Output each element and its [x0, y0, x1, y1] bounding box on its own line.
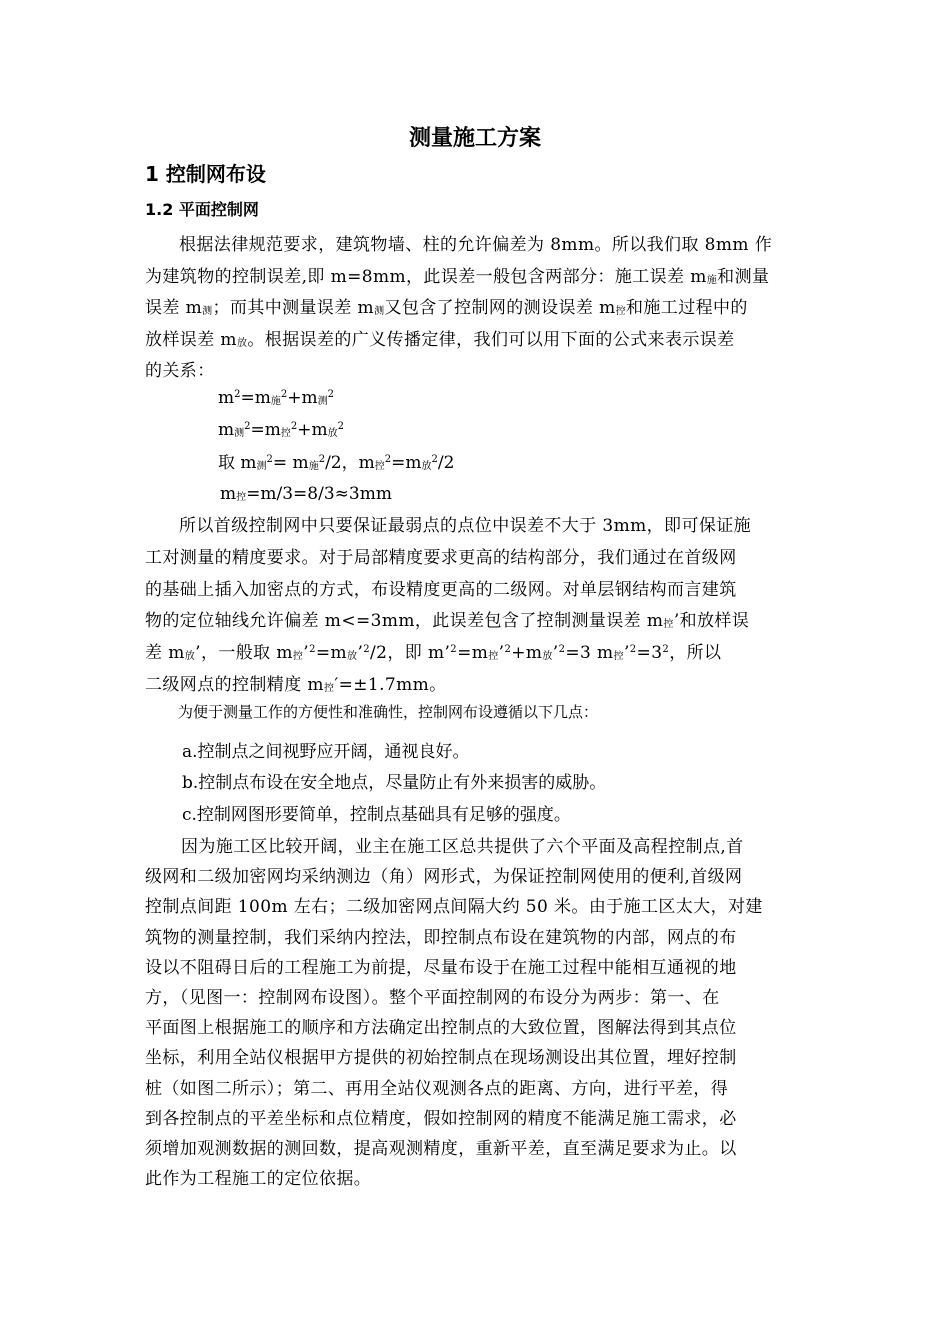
paragraph-network-layout	[145, 832, 807, 1194]
text-line: 方，（见图一：控制网布设图）。整个平面控制网的布设分为两步：第一、在	[145, 988, 720, 1009]
formula-1: $m^2=m$施$^2$+m测$^2$	[218, 388, 334, 408]
principles-intro: 为便于测量工作的方便性和准确性，控制网布设遵循以下几点：	[178, 703, 599, 721]
principle-item-b: b.控制点布设在安全地点，尽量防止有外来损害的威胁。	[182, 773, 607, 793]
text-line: 此作为工程施工的定位依据。	[145, 1169, 372, 1190]
formula-4: m控=m/3=8/3≈3mm	[220, 484, 392, 504]
section-heading-1-2: 1.2 平面控制网	[145, 200, 259, 219]
formula-3: 取 m测$^2$= m施$^2$/2，m控$^2$=m放$^2$/2	[218, 453, 455, 473]
text-line: 须增加观测数据的测回数，提高观测精度，重新平差，直至满足要求为止。以	[145, 1139, 737, 1160]
paragraph-accuracy: 所以首级控制网中只要保证最弱点的点位中误差不大于 3mm，即可保证施 工对测量的精度要求。对于局部精度要求更高的结构部分，我们通过在首级网 的基础上插入加密点的方式，布设精度更高的二级网。对单层钢结构而言建筑 物的定位轴线允许偏差 m<=3mm，此误差包含了控制测量误差 m控’和放样误 差 m放’，一般取 m控’$^2$=m放’$^2$/2，即 m’$^2$=m控’$^2$+m放’$^2$=3 m控$’^2=3^2$，所以 二级网点的控制精度 m控′=±1.7mm。	[145, 516, 752, 695]
document-title: 测量施工方案	[408, 126, 541, 151]
text-line: 桩（如图二所示）；第二、再用全站仪观测各点的距离、方向，进行平差，得	[145, 1078, 729, 1099]
formula-2: m测$^2$=m控$^2$+m放$^2$	[218, 420, 344, 440]
section-heading-1: 1 控制网布设	[145, 162, 266, 186]
principle-item-a: a.控制点之间视野应开阔，通视良好。	[182, 742, 470, 762]
text-line: 筑物的测量控制，我们采纳内控法，即控制点布设在建筑物的内部，网点的布	[145, 927, 737, 948]
text-line: 控制点间距 100m 左右；二级加密网点间隔大约 50 米。由于施工区太大，对建	[145, 897, 763, 918]
paragraph-error-definition: 根据法律规范要求，建筑物墙、柱的允许偏差为 8mm。所以我们取 8mm 作 为建筑物的控制误差,即 m=8mm，此误差一般包含两部分：施工误差 m施和测量 误差 m测；而其中测量误差 m测又包含了控制网的测设误差 m控和施工过程中的 放样误差 m放。根据误差的广义传播定律，我们可以用下面的公式来表示误差 的关系：	[145, 235, 773, 382]
text-line: 到各控制点的平差坐标和点位精度，假如控制网的精度不能满足施工需求，必	[145, 1108, 737, 1129]
text-line: 级网和二级加密网均采纳测边（角）网形式，为保证控制网使用的便利,首级网	[145, 867, 743, 888]
text-line: 平面图上根据施工的顺序和方法确定出控制点的大致位置，图解法得到其点位	[145, 1018, 737, 1039]
principle-item-c: c.控制网图形要简单，控制点基础具有足够的强度。	[182, 805, 571, 825]
text-line: 设以不阻碍日后的工程施工为前提，尽量布设于在施工过程中能相互通视的地	[145, 957, 737, 978]
text-line: 坐标，利用全站仪根据甲方提供的初始控制点在现场测设出其位置，埋好控制	[145, 1048, 737, 1069]
text-line: 因为施工区比较开阔，业主在施工区总共提供了六个平面及高程控制点,首	[181, 837, 744, 857]
